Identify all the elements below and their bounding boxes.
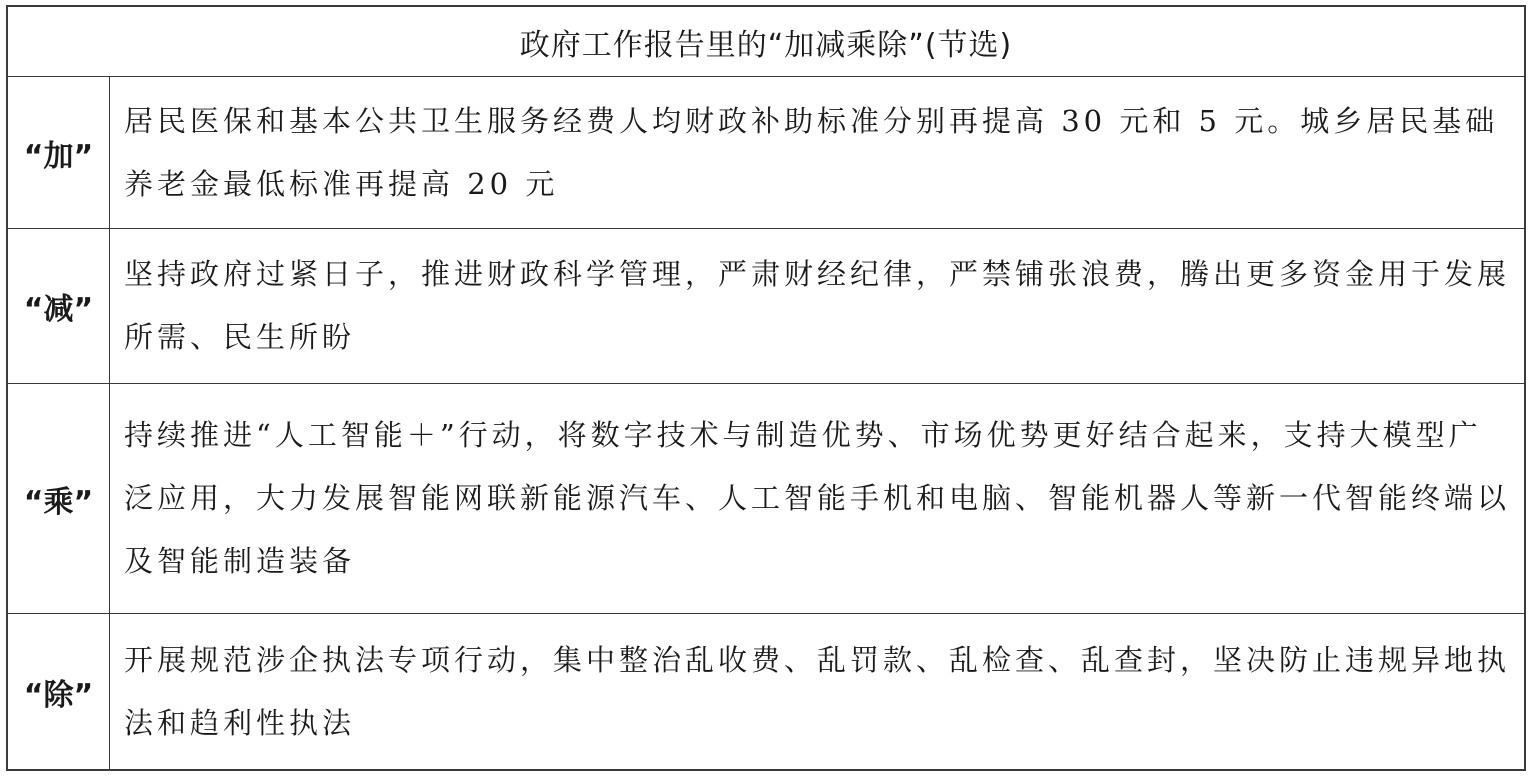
row-text-add: 居民医保和基本公共卫生服务经费人均财政补助标准分别再提高 30 元和 5 元。城乡居民基础养老金最低标准再提高 20 元 — [124, 103, 1499, 201]
row-label-add: “加” — [8, 77, 110, 229]
row-content-add — [110, 77, 1524, 229]
row-label-divide: “除” — [8, 614, 110, 769]
table-title: 政府工作报告里的“加减乘除”(节选) — [8, 7, 1524, 77]
row-text-divide: 开展规范涉企执法专项行动，集中整治乱收费、乱罚款、乱检查、乱查封，坚决防止违规异地执法和趋利性执法 — [124, 642, 1511, 740]
row-content-multiply — [110, 384, 1524, 614]
row-content-subtract — [110, 229, 1524, 384]
row-label-multiply: “乘” — [8, 384, 110, 614]
row-label-subtract: “减” — [8, 229, 110, 384]
row-text-subtract: 坚持政府过紧日子，推进财政科学管理，严肃财经纪律，严禁铺张浪费，腾出更多资金用于发展所需、民生所盼 — [124, 257, 1511, 354]
row-text-multiply: 持续推进“人工智能＋”行动，将数字技术与制造优势、市场优势更好结合起来，支持大模型广泛应用，大力发展智能网联新能源汽车、人工智能手机和电脑、智能机器人等新一代智能终端以及智能制造装备 — [124, 418, 1511, 578]
row-content-divide — [110, 614, 1524, 769]
policy-table — [6, 5, 1526, 771]
